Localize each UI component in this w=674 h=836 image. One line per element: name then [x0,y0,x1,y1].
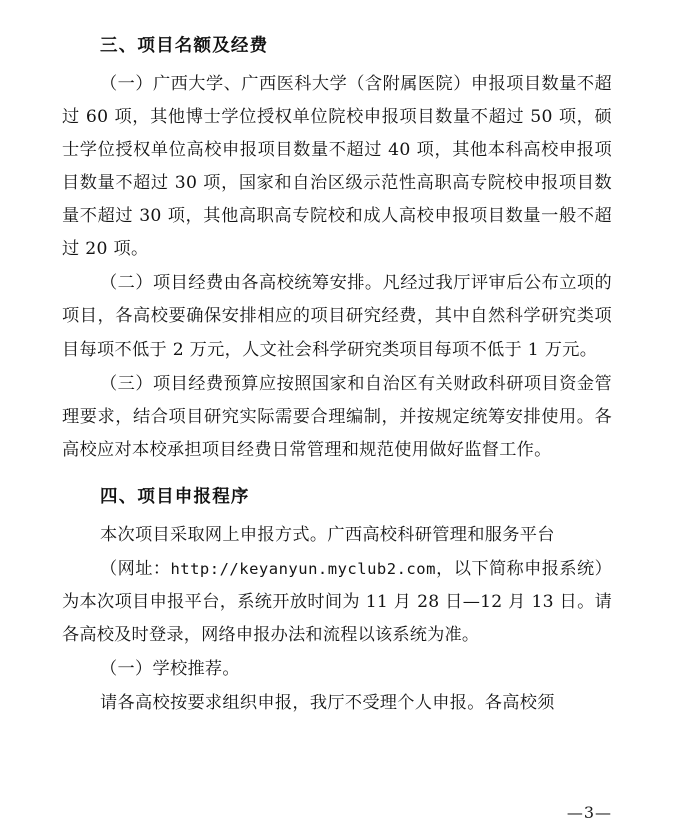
paragraph-4-4: 请各高校按要求组织申报，我厅不受理个人申报。各高校须 [100,693,555,714]
paragraph-4-1: 本次项目采取网上申报方式。广西高校科研管理和服务平台 [100,524,555,545]
paragraph-4-2-suffix: ，以下简称申报系统）为本次项目申报平台，系统开放时间为 11 月 28 日—12 月 13 日。请各高校及时登录，网络申报办法和流程以该系统为准。 [62,558,612,645]
section-heading-4: 四、项目申报程序 [100,486,250,507]
paragraph-3-3: （三）项目经费预算应按照国家和自治区有关财政科研项目资金管理要求，结合项目研究实际需要合理编制，并按规定统筹安排使用。各高校应对本校承担项目经费日常管理和规范使用做好监督工作。 [62,373,612,460]
paragraph-3-2: （二）项目经费由各高校统筹安排。凡经过我厅评审后公布立项的项目，各高校要确保安排相应的项目研究经费，其中自然科学研究类项目每项不低于 2 万元，人文社会科学研究类项目每项不低于 1 万元。 [62,273,612,360]
application-system-url: http://keyanyun.myclub2.com [170,559,436,578]
paragraph-4-2 [62,553,612,652]
section-heading-3: 三、项目名额及经费 [100,36,269,56]
page-number: —3— [566,803,612,822]
paragraph-3-1: （一）广西大学、广西医科大学（含附属医院）申报项目数量不超过 60 项，其他博士学位授权单位院校申报项目数量不超过 50 项，硕士学位授权单位高校申报项目数量不超过 40 项，其他本科高校申报项目数量不超过 30 项，国家和自治区级示范性高职高专院校申报项目数量不超过 30 项，其他高职高专院校和成人高校申报项目数量一般不超过 20 项。 [62,74,612,260]
paragraph-4-3: （一）学校推荐。 [100,659,240,679]
paragraph-4-2-prefix: （网址： [100,558,171,579]
document-body [62,30,612,720]
